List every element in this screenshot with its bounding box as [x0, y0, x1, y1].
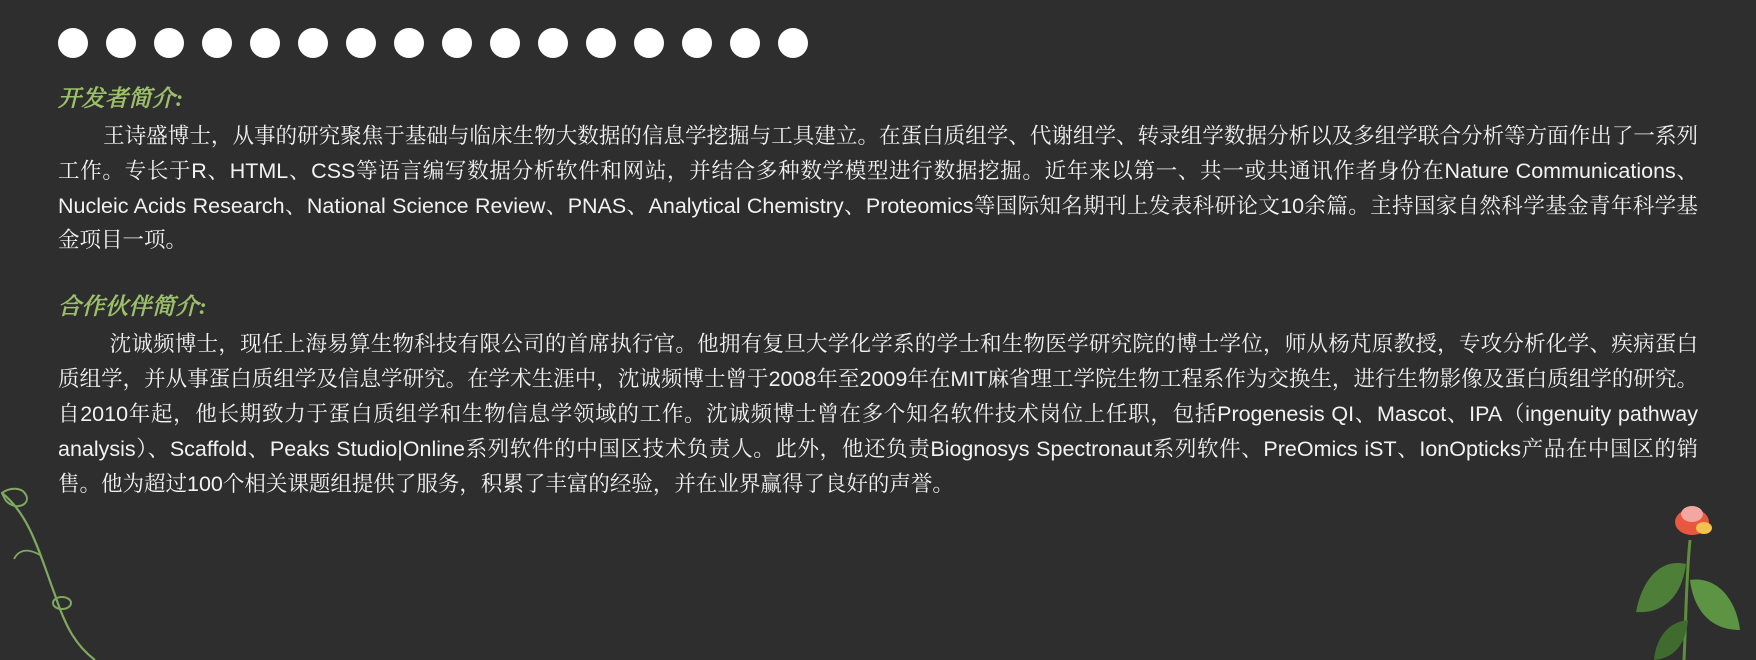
decorative-dot [106, 28, 136, 58]
decorative-dot [730, 28, 760, 58]
decorative-dot [682, 28, 712, 58]
decorative-dot-row [58, 28, 808, 58]
developer-section-paragraph: 王诗盛博士，从事的研究聚焦于基础与临床生物大数据的信息学挖掘与工具建立。在蛋白质组学、代谢组学、转录组学数据分析以及多组学联合分析等方面作出了一系列工作。专长于R、HTML、CSS等语言编写数据分析软件和网站，并结合多种数学模型进行数据挖掘。近年来以第一、共一或共通讯作者身份在Nature Communications、Nucleic Acids Research、National Science Review、PNAS、Analytical Chemistry、Proteomics等国际知名期刊上发表科研论文10余篇。主持国家自然科学基金青年科学基金项目一项。 [58, 124, 1698, 253]
decorative-dot [394, 28, 424, 58]
decorative-dot [442, 28, 472, 58]
partner-section-title: 合作伙伴简介: [58, 294, 208, 320]
decorative-dot [778, 28, 808, 58]
slide-content [58, 80, 1698, 501]
decorative-dot [538, 28, 568, 58]
decorative-dot [298, 28, 328, 58]
developer-section-title: 开发者简介: [58, 86, 184, 111]
vine-decoration-icon [0, 485, 130, 660]
decorative-dot [154, 28, 184, 58]
decorative-dot [634, 28, 664, 58]
decorative-dot [586, 28, 616, 58]
decorative-dot [490, 28, 520, 58]
decorative-dot [346, 28, 376, 58]
partner-section-paragraph: 沈诚频博士，现任上海易算生物科技有限公司的首席执行官。他拥有复旦大学化学系的学士和生物医学研究院的博士学位，师从杨芃原教授，专攻分析化学、疾病蛋白质组学，并从事蛋白质组学及信息学研究。在学术生涯中，沈诚频博士曾于2008年至2009年在MIT麻省理工学院生物工程系作为交换生，进行生物影像及蛋白质组学的研究。自2010年起，他长期致力于蛋白质组学和生物信息学领域的工作。沈诚频博士曾在多个知名软件技术岗位上任职，包括Progenesis QI、Mascot、IPA（ingenuity pathway analysis）、Scaffold、Peaks Studio|Online系列软件的中国区技术负责人。此外，他还负责Biognosys Spectronaut系列软件、PreOmics iST、IonOpticks产品在中国区的销售。他为超过100个相关课题组提供了服务，积累了丰富的经验，并在业界赢得了良好的声誉。 [58, 332, 1698, 496]
decorative-dot [250, 28, 280, 58]
flower-decoration-icon [1620, 480, 1750, 660]
decorative-dot [58, 28, 88, 58]
decorative-dot [202, 28, 232, 58]
